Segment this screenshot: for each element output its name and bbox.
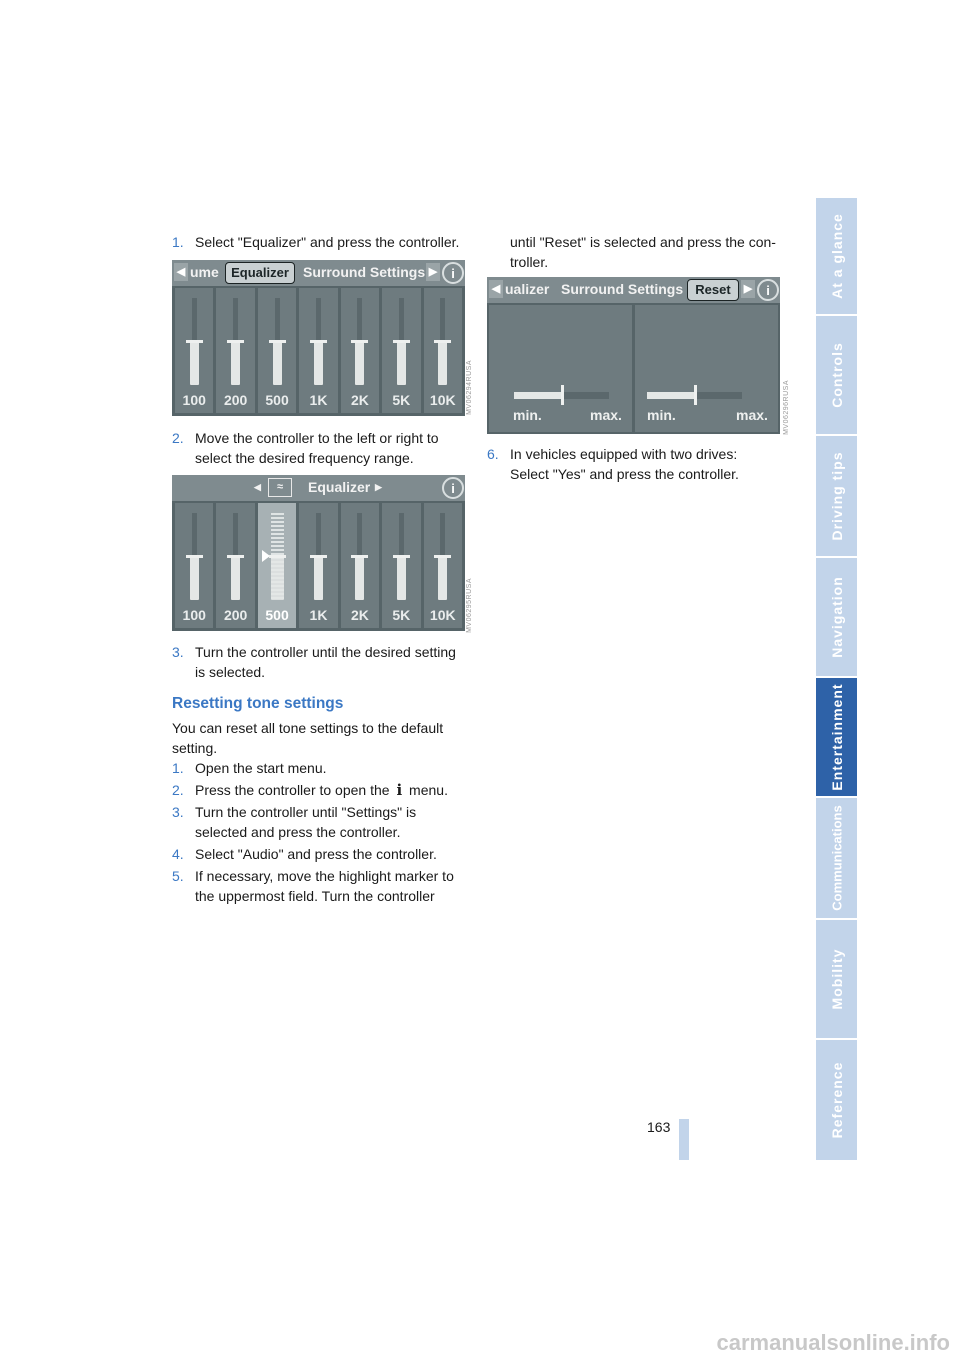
- tab-at-a-glance[interactable]: At a glance: [816, 198, 857, 316]
- band-label: 5K: [392, 392, 411, 408]
- band-level-cap: [269, 340, 286, 343]
- band-label: 5K: [392, 607, 411, 623]
- band-level-fill: [314, 556, 323, 600]
- left-arrow-icon: ◀: [254, 482, 261, 492]
- band-label: 10K: [429, 607, 456, 623]
- eq-band-1k: [299, 503, 337, 628]
- eq-band-500: [258, 288, 296, 413]
- band-level-fill: [438, 556, 447, 600]
- step-5-continued: until "Reset" is selected and press the con- troller.: [510, 234, 776, 270]
- tab-reference[interactable]: Reference: [816, 1040, 857, 1160]
- band-label: 1K: [309, 607, 328, 623]
- band-level-cap: [310, 340, 327, 343]
- eq-band-10k: [424, 288, 462, 413]
- tab-mobility[interactable]: Mobility: [816, 920, 857, 1040]
- band-level-fill: [355, 341, 364, 385]
- image-code: MV06295RUSA: [466, 578, 473, 633]
- info-icon: i: [442, 262, 464, 284]
- tab-controls[interactable]: Controls: [816, 316, 857, 436]
- eq-band-200: [216, 288, 254, 413]
- info-icon: i: [442, 477, 464, 499]
- band-level-fill: [397, 556, 406, 600]
- band-level-fill: [190, 556, 199, 600]
- image-code: MV06294RUSA: [466, 360, 473, 415]
- scroll-right-icon: ▶: [741, 280, 755, 298]
- tab-entertainment[interactable]: Entertainment: [816, 678, 857, 798]
- screen-menu-bar: ◀ ualizer Surround Settings Reset ▶ i: [487, 277, 780, 303]
- eq-band-100: [175, 503, 213, 628]
- band-level-fill: [271, 556, 284, 600]
- band-level-cap: [310, 555, 327, 558]
- band-level-fill: [355, 556, 364, 600]
- band-label: 100: [182, 392, 206, 408]
- band-level-cap: [393, 555, 410, 558]
- band-level-fill: [438, 341, 447, 385]
- band-level-fill: [397, 341, 406, 385]
- eq-band-100: [175, 288, 213, 413]
- intro-text: You can reset all tone settings to the default setting.: [172, 720, 444, 756]
- band-level-fill: [190, 341, 199, 385]
- band-label: 2K: [350, 607, 369, 623]
- image-code: MV06296RUSA: [783, 380, 790, 435]
- tab-communications[interactable]: Communications: [816, 798, 857, 920]
- slider-fill: [647, 392, 695, 399]
- band-level-cap: [227, 340, 244, 343]
- band-level-cap: [227, 555, 244, 558]
- band-level-cap: [186, 340, 203, 343]
- right-panel: min. max.: [635, 305, 778, 432]
- page-marker: [679, 1119, 689, 1160]
- band-level-cap: [351, 340, 368, 343]
- slider-handle: [561, 385, 564, 405]
- band-level-cap: [351, 555, 368, 558]
- screen-title-bar: ◀ ≈ Equalizer ▶ i: [172, 475, 465, 501]
- scroll-left-icon: ◀: [489, 280, 503, 298]
- band-level-fill: [231, 556, 240, 600]
- eq-band-5k: [382, 288, 420, 413]
- equalizer-tab-selected: Equalizer: [225, 262, 295, 284]
- info-icon: i: [757, 279, 779, 301]
- band-level-fill: [231, 341, 240, 385]
- page-number: 163: [647, 1119, 671, 1135]
- info-icon: i: [396, 781, 403, 799]
- scroll-left-icon: ◀: [174, 263, 188, 281]
- equalizer-screen-tab: [172, 260, 465, 416]
- tone-icon: ≈: [268, 478, 292, 497]
- eq-band-500: [258, 503, 296, 628]
- band-level-cap: [393, 340, 410, 343]
- band-level-cap: [434, 340, 451, 343]
- tab-driving-tips[interactable]: Driving tips: [816, 436, 857, 558]
- left-panel: min. max.: [489, 305, 632, 432]
- eq-band-5k: [382, 503, 420, 628]
- screen-menu-bar: ◀ ume Equalizer Surround Settings ▶ i: [172, 260, 465, 286]
- slider-handle: [694, 385, 697, 405]
- eq-band-2k: [341, 503, 379, 628]
- band-label: 100: [182, 607, 206, 623]
- reset-screen: [487, 277, 780, 434]
- reset-tab-selected: Reset: [687, 279, 739, 301]
- section-title: Resetting tone settings: [172, 695, 344, 712]
- band-label: 200: [223, 607, 248, 623]
- eq-band-2k: [341, 288, 379, 413]
- band-level-cap: [434, 555, 451, 558]
- band-label: 500: [265, 392, 289, 408]
- tab-navigation[interactable]: Navigation: [816, 558, 857, 678]
- band-label: 500: [265, 607, 289, 623]
- eq-band-200: [216, 503, 254, 628]
- band-level-fill: [273, 341, 282, 385]
- band-label: 200: [223, 392, 248, 408]
- eq-band-10k: [424, 503, 462, 628]
- band-label: 2K: [350, 392, 369, 408]
- eq-band-1k: [299, 288, 337, 413]
- scroll-right-icon: ▶: [426, 263, 440, 281]
- band-level-fill: [314, 341, 323, 385]
- band-label: 10K: [429, 392, 456, 408]
- slider-fill: [514, 392, 562, 399]
- equalizer-screen-band: [172, 475, 465, 631]
- right-arrow-icon: ▶: [375, 482, 382, 492]
- band-level-cap: [186, 555, 203, 558]
- band-level-cap: [269, 555, 286, 558]
- watermark: carmanualsonline.info: [716, 1330, 950, 1355]
- band-label: 1K: [309, 392, 328, 408]
